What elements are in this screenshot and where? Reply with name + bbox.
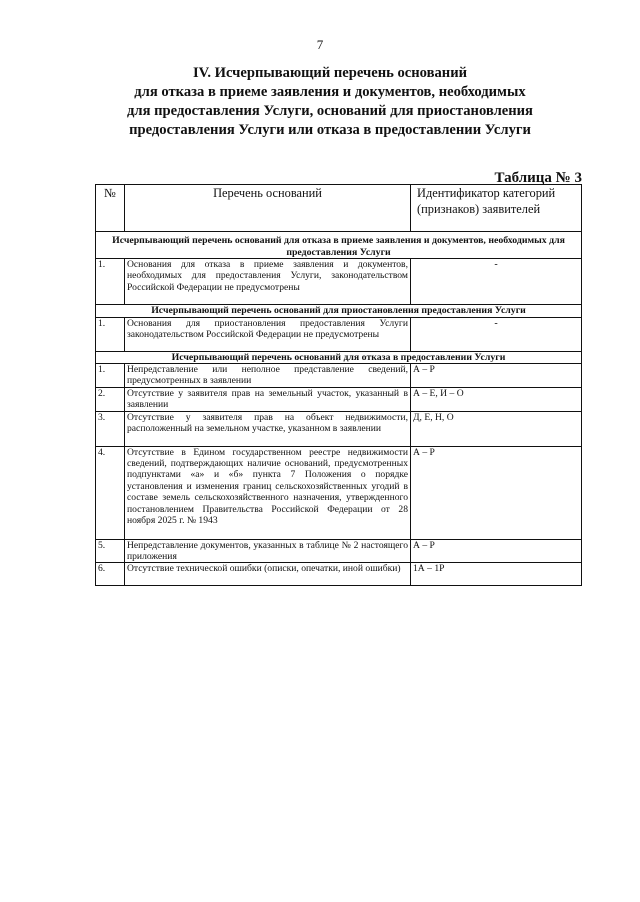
- row-reason: Отсутствие у заявителя прав на объект недвижимости, расположенный на земельном участке, указанном в заявлении: [125, 411, 411, 446]
- row-reason: Отсутствие у заявителя прав на земельный участок, указанный в заявлении: [125, 387, 411, 411]
- row-reason: Основания для приостановления предоставления Услуги законодательством Российской Федерации не предусмотрены: [125, 317, 411, 351]
- section-row-refusal-acceptance: [96, 232, 582, 259]
- heading-line-3: для предоставления Услуги, оснований для приостановления: [127, 103, 533, 119]
- row-number: 4.: [96, 446, 125, 539]
- table-header-row: [96, 185, 582, 232]
- section-heading: [100, 64, 560, 140]
- table-row: [96, 364, 582, 388]
- row-number: 3.: [96, 411, 125, 446]
- row-number: 2.: [96, 387, 125, 411]
- section-title: Исчерпывающий перечень оснований для отказа в приеме заявления и документов, необходимых для предоставления Услуги: [96, 232, 582, 259]
- header-number: №: [96, 185, 125, 232]
- row-identifier: А – Р: [411, 446, 582, 539]
- row-identifier: А – Р: [411, 364, 582, 388]
- header-identifier: Идентификатор категорий (признаков) заявителей: [411, 185, 582, 232]
- row-reason: Отсутствие в Едином государственном реестре недвижимости сведений, подтверждающих наличие оснований, предусмотренных подпунктами «а» и «б» пункта 7 Положения о порядке установления и изменения границ сельскохозяйственных угодий в составе земель сельскохозяйственного назначения, утвержденного постановлением Правительства Российской Федерации от 28 ноября 2025 г. № 1943: [125, 446, 411, 539]
- row-identifier: 1А – 1Р: [411, 563, 582, 586]
- row-number: 1.: [96, 364, 125, 388]
- header-reason: Перечень оснований: [125, 185, 411, 232]
- row-identifier: -: [411, 259, 582, 305]
- row-identifier: Д, Е, Н, О: [411, 411, 582, 446]
- row-number: 6.: [96, 563, 125, 586]
- table-row: [96, 259, 582, 305]
- heading-line-2: для отказа в приеме заявления и документов, необходимых: [134, 84, 526, 100]
- row-reason: Основания для отказа в приеме заявления и документов, необходимых для предоставления Услуги, законодательством Российской Федерации не предусмотрены: [125, 259, 411, 305]
- table-row: [96, 539, 582, 563]
- row-reason: Непредставление документов, указанных в таблице № 2 настоящего приложения: [125, 539, 411, 563]
- page-number: 7: [316, 37, 324, 52]
- table-row: [96, 446, 582, 539]
- row-identifier: А – Р: [411, 539, 582, 563]
- row-number: 1.: [96, 317, 125, 351]
- table-title: Таблица № 3: [494, 170, 582, 186]
- table-row: [96, 563, 582, 586]
- heading-line-1: IV. Исчерпывающий перечень оснований: [192, 65, 468, 81]
- grounds-table: [95, 184, 582, 586]
- section-title: Исчерпывающий перечень оснований для приостановления предоставления Услуги: [96, 305, 582, 318]
- row-reason: Непредставление или неполное представление сведений, предусмотренных в заявлении: [125, 364, 411, 388]
- row-identifier: -: [411, 317, 582, 351]
- section-row-refusal-service: [96, 351, 582, 364]
- table-row: [96, 411, 582, 446]
- table-row: [96, 387, 582, 411]
- row-number: 1.: [96, 259, 125, 305]
- table-row: [96, 317, 582, 351]
- row-reason: Отсутствие технической ошибки (описки, опечатки, иной ошибки): [125, 563, 411, 586]
- heading-line-4: предоставления Услуги или отказа в предоставлении Услуги: [129, 122, 531, 138]
- section-title: Исчерпывающий перечень оснований для отказа в предоставлении Услуги: [96, 351, 582, 364]
- section-row-suspension: [96, 305, 582, 318]
- row-number: 5.: [96, 539, 125, 563]
- row-identifier: А – Е, И – О: [411, 387, 582, 411]
